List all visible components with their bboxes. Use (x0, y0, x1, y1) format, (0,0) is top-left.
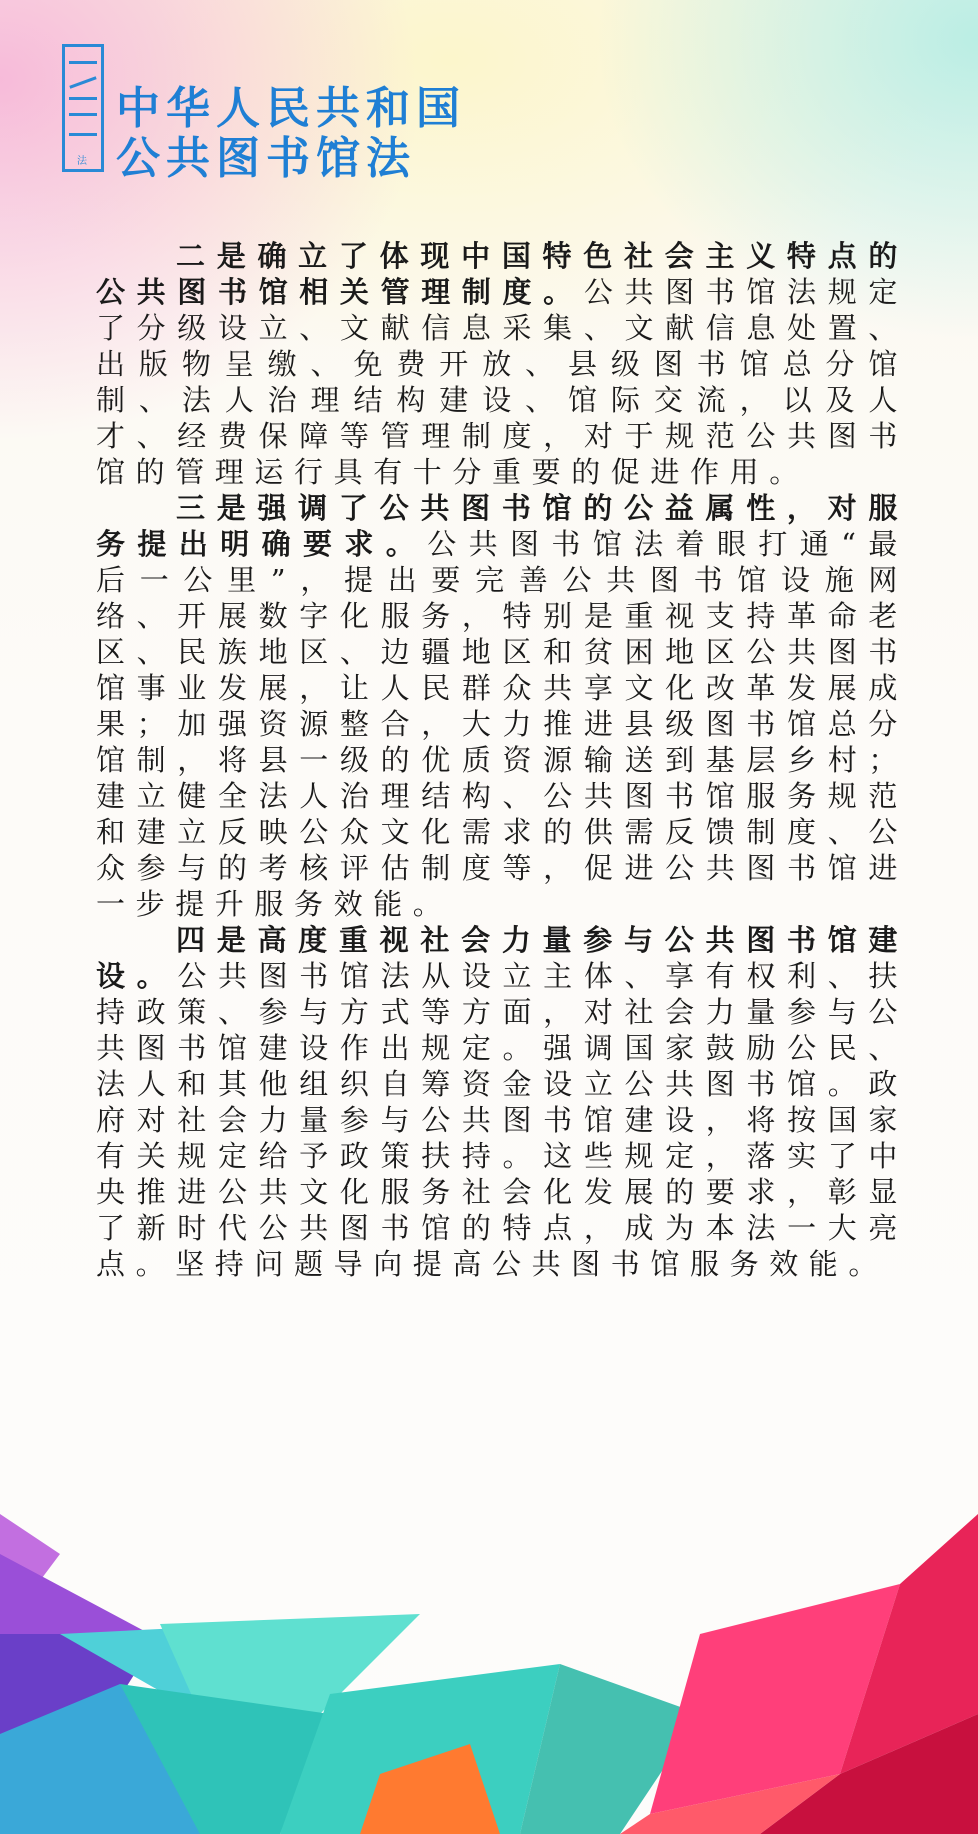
title-line-1: 中华人民共和国 (116, 83, 466, 134)
paragraph-text: 公共图书馆法从设立主体、享有权利、扶持政策、参与方式等方面，对社会力量参与公共图书馆建设作出规定。强调国家鼓励公民、法人和其他组织自筹资金设立公共图书馆。政府对社会力量参与公共图书馆建设，将按国家有关规定给予政策扶持。这些规定，落实了中央推进公共文化服务社会化发展的要求，彰显了新时代公共图书馆的特点，成为本法一大亮点。坚持问题导向提高公共图书馆服务效能。 (96, 959, 908, 1281)
library-logo (62, 44, 104, 172)
paragraph-lead: 四是高度重视社会力量参与公共图书馆建设。 (96, 923, 908, 993)
logo-seal: 法 (77, 156, 87, 167)
paragraph-text: 公共图书馆法规定了分级设立、文献信息采集、文献信息处置、出版物呈缴、免费开放、县级图书馆总分馆制、法人治理结构建设、馆际交流，以及人才、经费保障等管理制度，对于规范公共图书馆的管理运行具有十分重要的促进作用。 (96, 275, 908, 489)
title-line-2: 公共图书馆法 (116, 133, 416, 184)
paragraph (96, 238, 908, 490)
decorative-polygons (0, 1514, 978, 1834)
paragraph (96, 922, 908, 1282)
article-body (96, 238, 908, 1282)
paragraph-lead: 二是确立了体现中国特色社会主义特点的公共图书馆相关管理制度。 (96, 239, 908, 309)
paragraph (96, 490, 908, 922)
page-title (116, 84, 466, 184)
paragraph-lead: 三是强调了公共图书馆的公益属性，对服务提出明确要求。 (96, 491, 908, 561)
paragraph-text: 公共图书馆法着眼打通“最后一公里”，提出要完善公共图书馆设施网络、开展数字化服务，特别是重视支持革命老区、民族地区、边疆地区和贫困地区公共图书馆事业发展，让人民群众共享文化改革发展成果；加强资源整合，大力推进县级图书馆总分馆制，将县一级的优质资源输送到基层乡村；建立健全法人治理结构、公共图书馆服务规范和建立反映公众文化需求的供需反馈制度、公众参与的考核评估制度等，促进公共图书馆进一步提升服务效能。 (96, 527, 908, 921)
